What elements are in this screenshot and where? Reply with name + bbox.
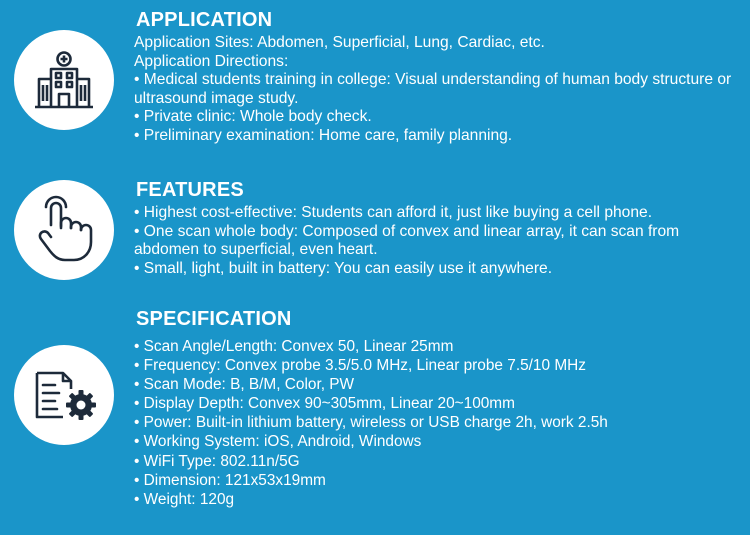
features-line-list <box>134 204 744 278</box>
document-gear-icon <box>31 367 97 423</box>
list-item: • Preliminary examination: Home care, family planning. <box>134 126 513 144</box>
list-item: Application Directions: <box>134 52 289 70</box>
list-item: • Scan Mode: B, B/M, Color, PW <box>134 376 355 394</box>
list-item: • Private clinic: Whole body check. <box>134 108 372 125</box>
list-item: • WiFi Type: 802.11n/5G <box>134 452 300 470</box>
specification-icon-circle <box>14 345 114 445</box>
specification-content <box>134 307 744 509</box>
touch-hand-icon <box>32 195 96 265</box>
list-item: • Small, light, built in battery: You can easily use it anywhere. <box>134 259 553 277</box>
hospital-icon <box>33 49 95 111</box>
list-item: • Frequency: Convex probe 3.5/5.0 MHz, Linear probe 7.5/10 MHz <box>134 357 586 375</box>
application-icon-circle <box>14 30 114 130</box>
list-item: • Display Depth: Convex 90~305mm, Linear 20~100mm <box>134 395 515 413</box>
list-item: • Dimension: 121x53x19mm <box>134 471 326 489</box>
list-item: • Medical students training in college: Visual understanding of human body structure or ultrasound image study. <box>134 71 732 107</box>
application-content <box>134 8 744 145</box>
list-item: • Weight: 120g <box>134 490 235 508</box>
list-item: • Working System: iOS, Android, Windows <box>134 433 422 451</box>
features-heading: FEATURES <box>136 179 244 201</box>
list-item: • One scan whole body: Composed of convex and linear array, it can scan from abdomen to superficial, even heart. <box>134 222 680 258</box>
specification-heading: SPECIFICATION <box>136 308 292 330</box>
list-item: • Highest cost-effective: Students can afford it, just like buying a cell phone. <box>134 204 653 221</box>
application-line-list <box>134 34 744 145</box>
features-icon-circle <box>14 180 114 280</box>
list-item: Application Sites: Abdomen, Superficial, Lung, Cardiac, etc. <box>134 34 545 51</box>
specification-line-list <box>134 337 744 509</box>
list-item: • Scan Angle/Length: Convex 50, Linear 25mm <box>134 338 454 355</box>
features-content <box>134 178 744 278</box>
application-heading: APPLICATION <box>136 9 273 31</box>
list-item: • Power: Built-in lithium battery, wireless or USB charge 2h, work 2.5h <box>134 414 608 432</box>
